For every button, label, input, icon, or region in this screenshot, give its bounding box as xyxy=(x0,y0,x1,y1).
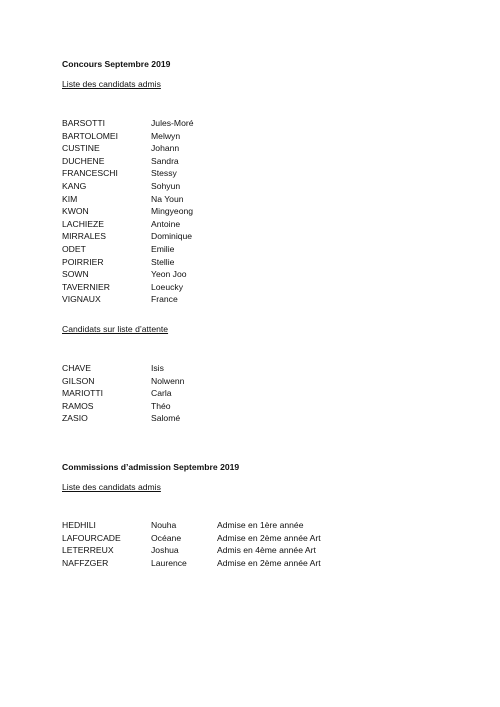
candidate-last-name: NAFFZGER xyxy=(62,557,109,568)
candidate-first-name: Antoine xyxy=(151,218,181,229)
candidate-status: Admise en 2ème année Art xyxy=(217,557,321,568)
candidate-status: Admise en 2ème année Art xyxy=(217,532,321,543)
candidate-first-name: Yeon Joo xyxy=(151,269,187,280)
candidate-first-name: Nolwenn xyxy=(151,375,185,386)
candidate-first-name: Stellie xyxy=(151,256,175,267)
candidate-last-name: RAMOS xyxy=(62,400,94,411)
candidate-status: Admise en 1ère année xyxy=(217,520,304,530)
candidate-last-name: ZASIO xyxy=(62,413,88,424)
candidate-first-name: Joshua xyxy=(151,545,179,556)
section2-admitted-heading: Liste des candidats admis xyxy=(62,482,161,492)
section1-title: Concours Septembre 2019 xyxy=(62,59,171,69)
candidate-last-name: SOWN xyxy=(62,269,89,280)
candidate-last-name: LACHIEZE xyxy=(62,218,105,229)
candidate-last-name: LETERREUX xyxy=(62,545,114,556)
candidate-first-name: Dominique xyxy=(151,231,193,242)
candidate-status: Admis en 4ème année Art xyxy=(217,545,316,556)
candidate-first-name: Carla xyxy=(151,388,172,399)
candidate-last-name: ODET xyxy=(62,244,86,254)
candidate-last-name: GILSON xyxy=(62,375,95,386)
candidate-last-name: DUCHENE xyxy=(62,155,105,166)
candidate-last-name: MARIOTTI xyxy=(62,388,104,399)
candidate-first-name: Laurence xyxy=(151,557,187,568)
candidate-last-name: FRANCESCHI xyxy=(62,168,118,179)
candidate-last-name: HEDHILI xyxy=(62,520,96,530)
candidate-last-name: BARTOLOMEI xyxy=(62,130,119,141)
candidate-first-name: Na Youn xyxy=(151,193,184,204)
candidate-first-name: Melwyn xyxy=(151,130,181,141)
candidate-last-name: LAFOURCADE xyxy=(62,532,121,543)
candidate-first-name: Mingyeong xyxy=(151,206,194,217)
candidate-last-name: KWON xyxy=(62,206,89,217)
candidate-last-name: MIRRALES xyxy=(62,231,106,242)
section2-title: Commissions d’admission Septembre 2019 xyxy=(62,462,240,472)
candidate-first-name: Nouha xyxy=(151,520,177,530)
section1-waitlist-heading: Candidats sur liste d’attente xyxy=(62,324,169,334)
candidate-last-name: CHAVE xyxy=(62,363,91,373)
candidate-first-name: Salomé xyxy=(151,413,181,424)
candidate-first-name: France xyxy=(151,294,178,305)
section1-admitted-heading: Liste des candidats admis xyxy=(62,79,161,89)
candidate-last-name: KANG xyxy=(62,181,87,191)
candidate-first-name: Emilie xyxy=(151,244,175,254)
candidate-last-name: KIM xyxy=(62,193,78,204)
candidate-last-name: TAVERNIER xyxy=(62,281,110,292)
candidate-last-name: BARSOTTI xyxy=(62,118,105,128)
candidate-last-name: CUSTINE xyxy=(62,143,100,154)
candidate-first-name: Jules-Moré xyxy=(151,118,194,128)
candidate-first-name: Johann xyxy=(151,143,180,154)
candidate-first-name: Loeucky xyxy=(151,281,184,292)
candidate-first-name: Théo xyxy=(151,400,171,411)
candidate-last-name: POIRRIER xyxy=(62,256,104,267)
candidate-first-name: Sandra xyxy=(151,155,179,166)
candidate-first-name: Stessy xyxy=(151,168,177,179)
candidate-first-name: Isis xyxy=(151,363,164,373)
candidate-first-name: Sohyun xyxy=(151,181,181,191)
candidate-first-name: Océane xyxy=(151,532,182,543)
candidate-last-name: VIGNAUX xyxy=(62,294,101,305)
